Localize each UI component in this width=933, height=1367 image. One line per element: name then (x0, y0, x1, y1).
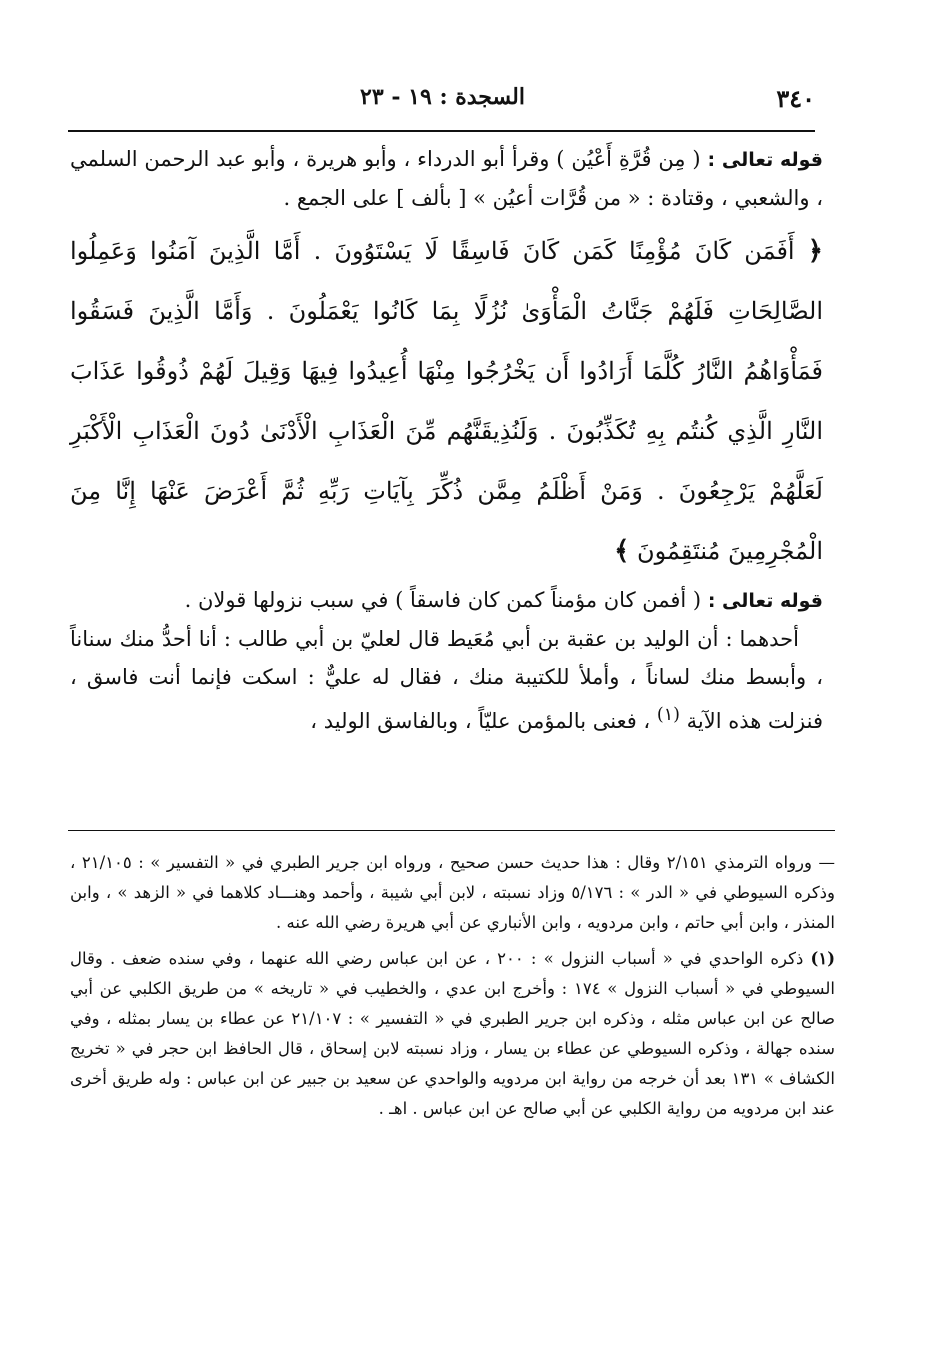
verse-close-bracket: ﴾ (614, 536, 630, 566)
paragraph-lead: قوله تعالى : (707, 149, 823, 171)
footnote-reference: (١) (656, 705, 680, 725)
footnote-1 (70, 944, 835, 1124)
footnote-text: ذكره الواحدي في « أسباب النزول » : ٢٠٠ ، عن ابن عباس رضي الله عنهما ، وفي سنده ضعف . وقال السيوطي في « أسباب النزول » ١٧٤ : وأخرج ابن عدي ، والخطيب في « تاريخه » من طريق الكلبي عن أبي صالح عن ابن عباس مثله ، وذكره ابن جرير الطبري في « التفسير » : ٢١/١٠٧ عن عطاء بن يسار بمثله ، وفي سنده جهالة ، وذكره السيوطي عن عطاء بن يسار ، وزاد نسبته لابن إسحاق ، قال الحافظ ابن حجر في « تخريج الكشاف » ١٣١ بعد أن خرجه من رواية ابن مردويه والواحدي عن سعيد بن جبير عن ابن عباس : وله طريق أخرى عند ابن مردويه من رواية الكلبي عن أبي صالح عن ابن عباس . اهـ . (70, 949, 835, 1118)
paragraph-qira-at (70, 140, 823, 217)
main-text (70, 140, 823, 740)
paragraph-first-opinion (70, 620, 823, 740)
verse-text: أَفَمَن كَانَ مُؤْمِنًا كَمَن كَانَ فَاسِقًا لَا يَسْتَوُونَ . أَمَّا الَّذِينَ آمَنُوا وَعَمِلُوا الصَّالِحَاتِ فَلَهُمْ جَنَّاتُ الْمَأْوَىٰ نُزُلًا بِمَا كَانُوا يَعْمَلُونَ . وَأَمَّا الَّذِينَ فَسَقُوا فَمَأْوَاهُمُ النَّارُ كُلَّمَا أَرَادُوا أَن يَخْرُجُوا مِنْهَا أُعِيدُوا فِيهَا وَقِيلَ لَهُمْ ذُوقُوا عَذَابَ النَّارِ الَّذِي كُنتُم بِهِ تُكَذِّبُونَ . وَلَنُذِيقَنَّهُم مِّنَ الْعَذَابِ الْأَدْنَىٰ دُونَ الْعَذَابِ الْأَكْبَرِ لَعَلَّهُمْ يَرْجِعُونَ . وَمَنْ أَظْلَمُ مِمَّن ذُكِّرَ بِآيَاتِ رَبِّهِ ثُمَّ أَعْرَضَ عَنْهَا إِنَّا مِنَ الْمُجْرِمِينَ مُنتَقِمُونَ (70, 237, 823, 565)
header-rule (68, 130, 815, 132)
paragraph-text: أحدهما : أن الوليد بن عقبة بن أبي مُعَيط قال لعليّ بن أبي طالب : أنا أحدُّ منك سناناً ، وأبسط منك لساناً ، وأملأ للكتيبة منك ، فقال له عليٌّ : اسكت فإنما أنت فاسق ، فنزلت هذه الآية (70, 627, 823, 733)
quran-verse-block (70, 221, 823, 581)
paragraph-text-tail: ، فعنى بالمؤمن عليّاً ، وبالفاسق الوليد ، (310, 709, 651, 733)
verse-open-bracket: ﴿ (807, 236, 823, 266)
paragraph-text: ( مِن قُرَّةِ أَعْيُن ) وقرأ أبو الدرداء ، وأبو هريرة ، وأبو عبد الرحمن السلمي ، والشعبي ، وقتادة : « من قُرَّات أعيُن » [ بألف ] على الجمع . (70, 147, 823, 210)
running-head: السجدة : ١٩ - ٢٣ (360, 84, 525, 110)
paragraph-lead: قوله تعالى : (707, 590, 823, 612)
page-number: ٣٤٠ (776, 84, 815, 113)
footnote-number: (١) (810, 949, 835, 968)
footnote-continued (70, 848, 835, 938)
footnote-text: ورواه الترمذي ٢/١٥١ وقال : هذا حديث حسن صحيح ، ورواه ابن جرير الطبري في « التفسير » : ٢١/١٠٥ ، وذكره السيوطي في « الدر » : ٥/١٧٦ وزاد نسبته ، لابن أبي شيبة ، وأحمد وهنـــاد كلاهما في « الزهد » ، وابن المنذر ، وابن أبي حاتم ، وابن مردويه ، وابن الأنباري عن أبي هريرة رضي الله عنه . (70, 853, 836, 932)
page-header (70, 80, 815, 120)
continuation-dash: — (818, 853, 835, 872)
footnotes (70, 848, 835, 1130)
footnote-rule (68, 830, 835, 831)
paragraph-revelation-cause (70, 581, 823, 620)
paragraph-text: ( أفمن كان مؤمناً كمن كان فاسقاً ) في سبب نزولها قولان . (184, 588, 702, 612)
